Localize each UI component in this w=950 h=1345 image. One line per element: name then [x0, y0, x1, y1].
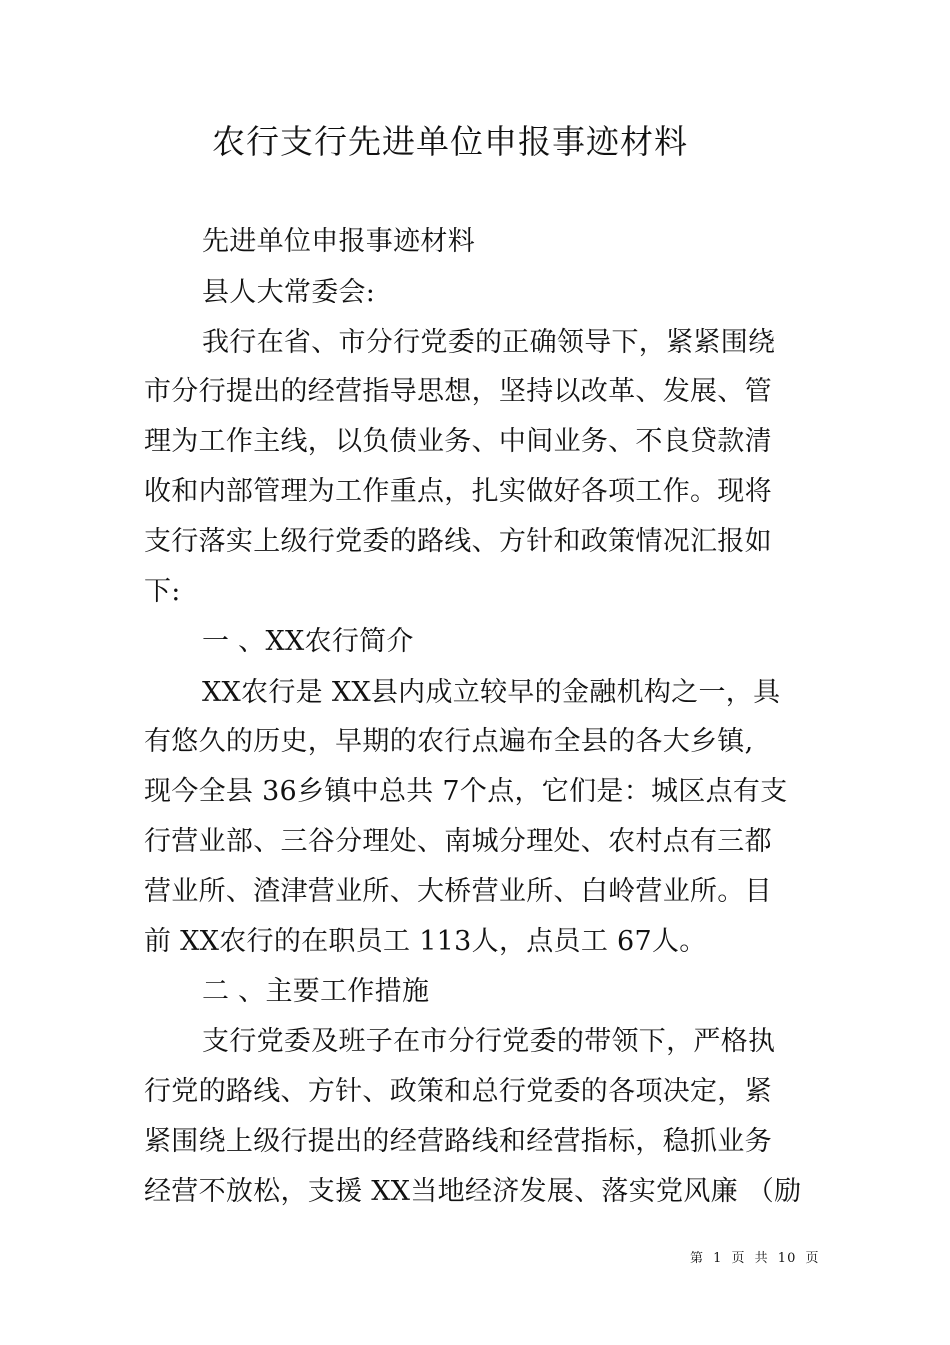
body-line: XX农行是 XX县内成立较早的金融机构之一，具	[202, 677, 781, 708]
body-line: 行营业部、三谷分理处、南城分理处、农村点有三都	[144, 826, 772, 857]
body-line: 支行党委及班子在市分行党委的带领下，严格执	[202, 1026, 776, 1057]
body-line: 先进单位申报事迹材料	[202, 226, 475, 257]
body-line: 有悠久的历史，早期的农行点遍布全县的各大乡镇,	[144, 726, 754, 757]
body-line: 市分行提出的经营指导思想，坚持以改革、发展、管	[144, 376, 772, 407]
body-line: 紧围绕上级行提出的经营路线和经营指标，稳抓业务	[144, 1126, 772, 1157]
body-line: 下:	[144, 576, 181, 607]
body-line: 行党的路线、方针、政策和总行党委的各项决定，紧	[144, 1076, 772, 1107]
body-line: 县人大常委会:	[202, 277, 376, 308]
body-line: 我行在省、市分行党委的正确领导下，紧紧围绕	[202, 327, 776, 358]
body-line: 营业所、渣津营业所、大桥营业所、白岭营业所。目	[144, 876, 772, 907]
body-line: 理为工作主线，以负债业务、中间业务、不良贷款清	[144, 426, 772, 457]
page-footer: 第 1 页 共 10 页	[690, 1251, 820, 1266]
body-line: 经营不放松，支援 XX当地经济发展、落实党风廉 （励	[144, 1176, 802, 1207]
body-line: 现今全县 36乡镇中总共 7个点，它们是：城区点有支	[144, 776, 788, 807]
body-line: 支行落实上级行党委的路线、方针和政策情况汇报如	[144, 526, 772, 557]
section-heading: 二 、主要工作措施	[202, 976, 430, 1007]
document-title: 农行支行先进单位申报事迹材料	[212, 122, 688, 161]
body-line: 前 XX农行的在职员工 113人，点员工 67人。	[144, 926, 707, 957]
body-line: 收和内部管理为工作重点，扎实做好各项工作。现将	[144, 476, 772, 507]
section-heading: 一 、XX农行简介	[202, 626, 414, 657]
